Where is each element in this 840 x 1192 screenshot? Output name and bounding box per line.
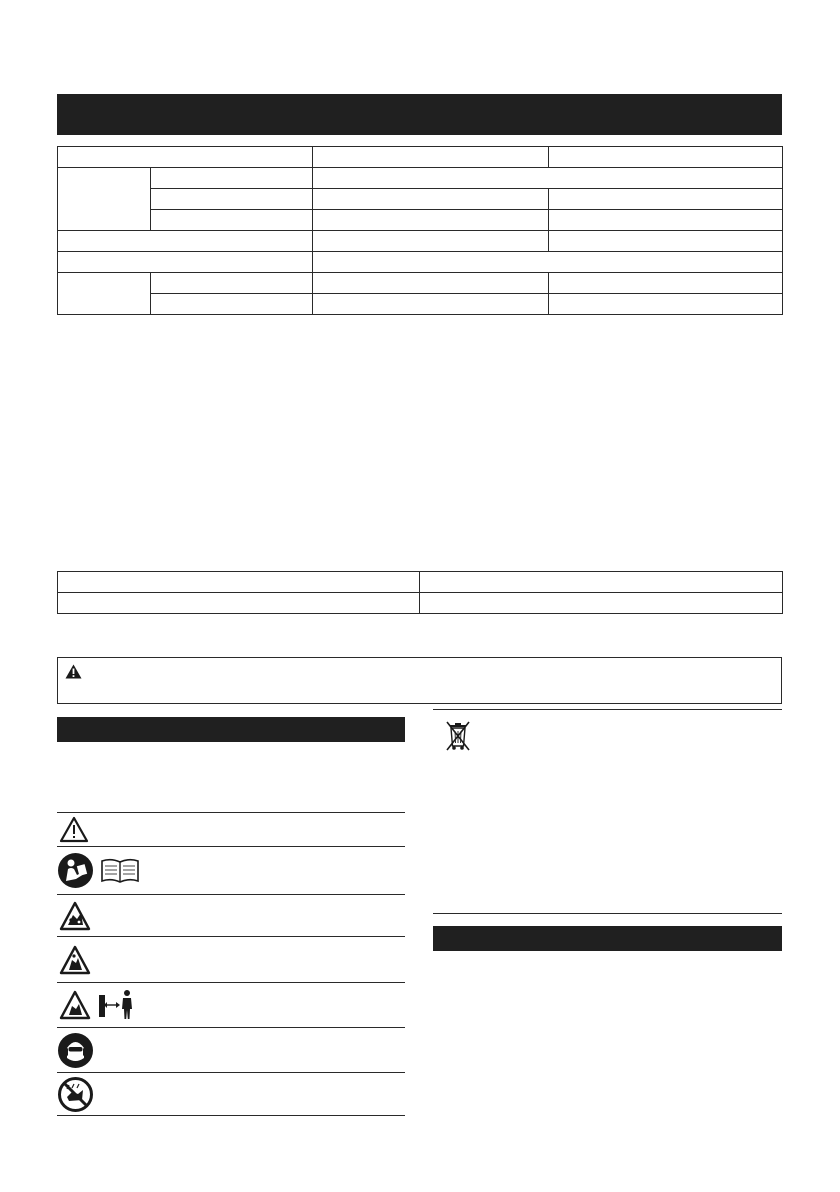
table-row <box>58 189 783 210</box>
table-cell <box>549 147 783 168</box>
table-cell <box>549 189 783 210</box>
keep-bystanders-away-icon <box>97 989 135 1021</box>
falling-objects-hazard-icon <box>59 945 91 975</box>
document-title-bar <box>57 94 782 135</box>
table-cell <box>420 593 783 614</box>
table-cell <box>420 572 783 593</box>
table-row <box>58 168 783 189</box>
table-row <box>58 593 783 614</box>
table-cell <box>313 294 549 315</box>
table-cell <box>151 210 313 231</box>
table-row <box>58 252 783 273</box>
table-cell <box>313 210 549 231</box>
table-cell <box>58 252 313 273</box>
table-cell <box>151 273 313 294</box>
symbol-row-read-manual <box>57 846 405 894</box>
table-cell <box>549 294 783 315</box>
safety-section-heading <box>433 926 782 951</box>
hazard-zone-icon <box>59 990 91 1020</box>
read-manual-icon <box>57 852 94 889</box>
wear-eye-ear-protection-icon <box>57 1032 94 1069</box>
table-cell <box>549 210 783 231</box>
table-cell <box>151 294 313 315</box>
table-row <box>58 210 783 231</box>
weee-box-bottom-rule <box>433 913 782 914</box>
table-cell <box>58 572 420 593</box>
symbol-row-warning <box>57 812 405 846</box>
symbol-row-no-rain <box>57 1072 405 1116</box>
table-cell <box>58 231 313 252</box>
symbol-row-falling-objects <box>57 936 405 982</box>
table-cell <box>58 273 151 315</box>
table-cell <box>313 168 783 189</box>
warning-triangle-icon <box>59 816 89 843</box>
second-table <box>57 571 783 614</box>
table-row <box>58 572 783 593</box>
manual-book-icon <box>100 858 140 884</box>
symbols-section-heading <box>57 717 405 742</box>
crossed-out-wheeled-bin-icon <box>445 720 471 752</box>
table-cell <box>151 189 313 210</box>
table-row <box>58 294 783 315</box>
table-row <box>58 231 783 252</box>
table-cell <box>58 593 420 614</box>
page-footer <box>0 1186 840 1192</box>
table-cell <box>313 231 549 252</box>
specification-table <box>57 146 783 315</box>
warning-icon <box>65 664 82 679</box>
table-cell <box>313 252 783 273</box>
table-cell <box>549 231 783 252</box>
table-cell <box>313 273 549 294</box>
table-cell <box>549 273 783 294</box>
symbol-row-keep-distance <box>57 982 405 1027</box>
table-row <box>58 273 783 294</box>
symbol-row-protection <box>57 1027 405 1072</box>
do-not-expose-to-rain-icon <box>57 1076 94 1113</box>
weee-box-top-rule <box>433 709 782 710</box>
warning-box <box>57 657 782 704</box>
table-cell <box>151 168 313 189</box>
table-cell <box>58 147 313 168</box>
table-row <box>58 147 783 168</box>
table-cell <box>58 168 151 231</box>
table-cell <box>313 189 549 210</box>
table-cell <box>313 147 549 168</box>
symbol-row-flying-objects <box>57 894 405 936</box>
flying-objects-hazard-icon <box>59 901 91 931</box>
